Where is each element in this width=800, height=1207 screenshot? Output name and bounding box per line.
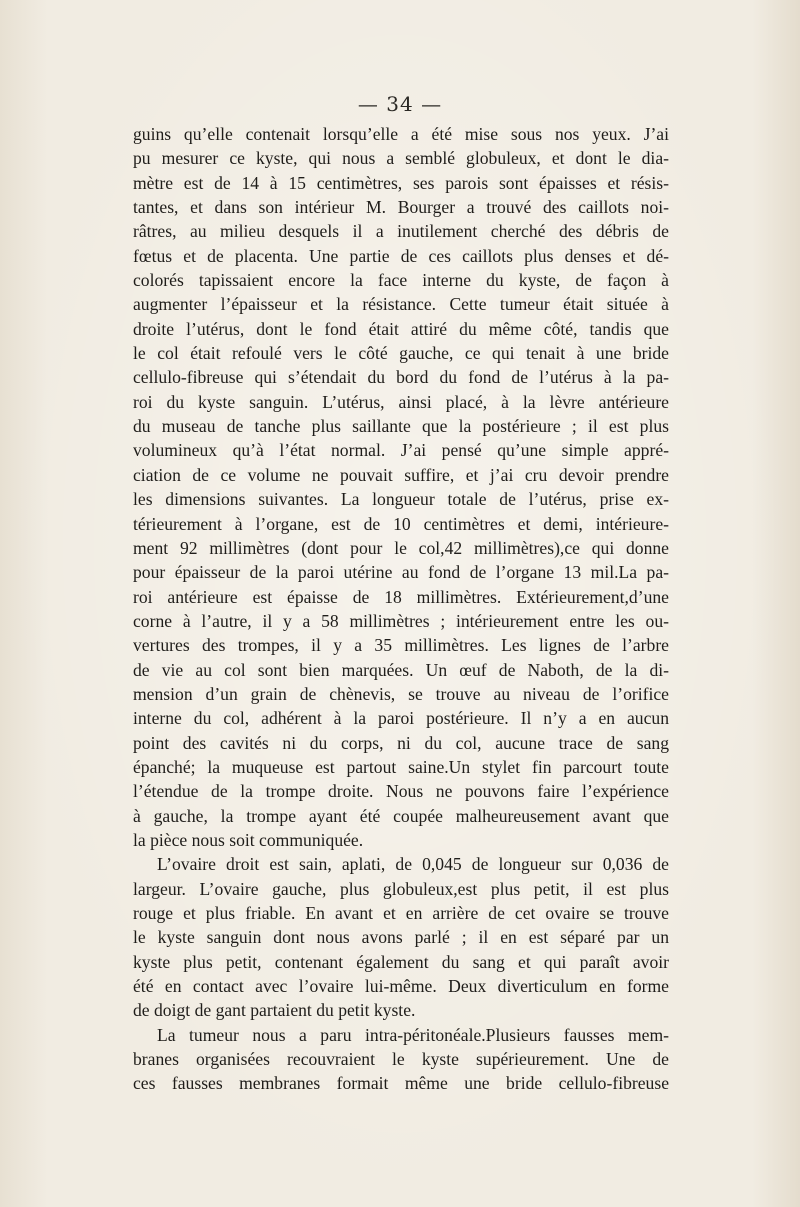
text-line: interne du col, adhérent à la paroi postérieure. Il n’y a en aucun — [133, 708, 669, 729]
text-line: le col était refoulé vers le côté gauche, ce qui tenait à une bride — [133, 343, 669, 364]
text-line: corne à l’autre, il y a 58 millimètres ; intérieurement entre les ou- — [133, 610, 669, 631]
text-line: roi du kyste sanguin. L’utérus, ainsi placé, à la lèvre antérieure — [133, 391, 669, 412]
text-line: épanché; la muqueuse est partout saine.Un stylet fin parcourt toute — [133, 756, 669, 777]
text-line: pour épaisseur de la paroi utérine au fond de l’organe 13 mil.La pa- — [133, 562, 669, 583]
text-line: branes organisées recouvraient le kyste supérieurement. Une de — [133, 1049, 669, 1070]
text-line: pu mesurer ce kyste, qui nous a semblé globuleux, et dont le dia- — [133, 148, 669, 169]
text-line: les dimensions suivantes. La longueur totale de l’utérus, prise ex- — [133, 489, 669, 510]
text-line: guins qu’elle contenait lorsqu’elle a été mise sous nos yeux. J’ai — [133, 124, 669, 144]
text-line: point des cavités ni du corps, ni du col, aucune trace de sang — [133, 732, 669, 753]
text-line: mètre est de 14 à 15 centimètres, ses parois sont épaisses et résis- — [133, 172, 669, 193]
text-line: vertures des trompes, il y a 35 millimètres. Les lignes de l’arbre — [133, 635, 669, 656]
text-line: L’ovaire droit est sain, aplati, de 0,045 de longueur sur 0,036 de — [157, 854, 669, 875]
text-line: à gauche, la trompe ayant été coupée malheureusement avant que — [133, 805, 669, 826]
text-line: de doigt de gant partaient du petit kyste. — [133, 1000, 416, 1021]
text-line: cellulo-fibreuse qui s’étendait du bord du fond de l’utérus à la pa- — [133, 367, 669, 388]
text-line: fœtus et de placenta. Une partie de ces caillots plus denses et dé- — [133, 245, 669, 266]
text-line: largeur. L’ovaire gauche, plus globuleux,est plus petit, il est plus — [133, 878, 669, 899]
text-line: kyste plus petit, contenant également du sang et qui paraît avoir — [133, 951, 669, 972]
text-line: le kyste sanguin dont nous avons parlé ; il en est séparé par un — [133, 927, 669, 948]
text-line: mension d’un grain de chènevis, se trouve au niveau de l’orifice — [133, 683, 669, 704]
text-line: du museau de tanche plus saillante que la postérieure ; il est plus — [133, 416, 669, 437]
text-line: de vie au col sont bien marquées. Un œuf de Naboth, de la di- — [133, 659, 669, 680]
text-line: roi antérieure est épaisse de 18 millimètres. Extérieurement,d’une — [133, 586, 669, 607]
text-line: été en contact avec l’ovaire lui-même. Deux diverticulum en forme — [133, 976, 669, 997]
text-line: La tumeur nous a paru intra-péritonéale.Plusieurs fausses mem- — [157, 1024, 669, 1045]
text-line: augmenter l’épaisseur et la résistance. Cette tumeur était située à — [133, 294, 669, 315]
text-line: rouge et plus friable. En avant et en arrière de cet ovaire se trouve — [133, 903, 669, 923]
text-line: volumineux qu’à l’état normal. J’ai pensé qu’une simple appré- — [133, 440, 669, 461]
text-line: ces fausses membranes formait même une bride cellulo-fibreuse — [133, 1073, 669, 1094]
text-line: râtres, au milieu desquels il a inutilement cherché des débris de — [133, 221, 669, 242]
text-line: droite l’utérus, dont le fond était attiré du même côté, tandis que — [133, 318, 669, 339]
body-text — [133, 122, 669, 1096]
text-line: ciation de ce volume ne pouvait suffire, et j’ai cru devoir prendre — [133, 464, 669, 485]
text-line: colorés tapissaient encore la face interne du kyste, de façon à — [133, 270, 669, 291]
page-number: — 34 — — [357, 92, 443, 116]
text-line: térieurement à l’organe, est de 10 centimètres et demi, intérieure- — [133, 513, 669, 534]
text-line: la pièce nous soit communiquée. — [133, 829, 364, 850]
text-line: l’étendue de la trompe droite. Nous ne pouvons faire l’expérience — [133, 781, 669, 802]
text-line: ment 92 millimètres (dont pour le col,42 millimètres),ce qui donne — [133, 537, 669, 558]
text-line: tantes, et dans son intérieur M. Bourger a trouvé des caillots noi- — [133, 197, 669, 218]
